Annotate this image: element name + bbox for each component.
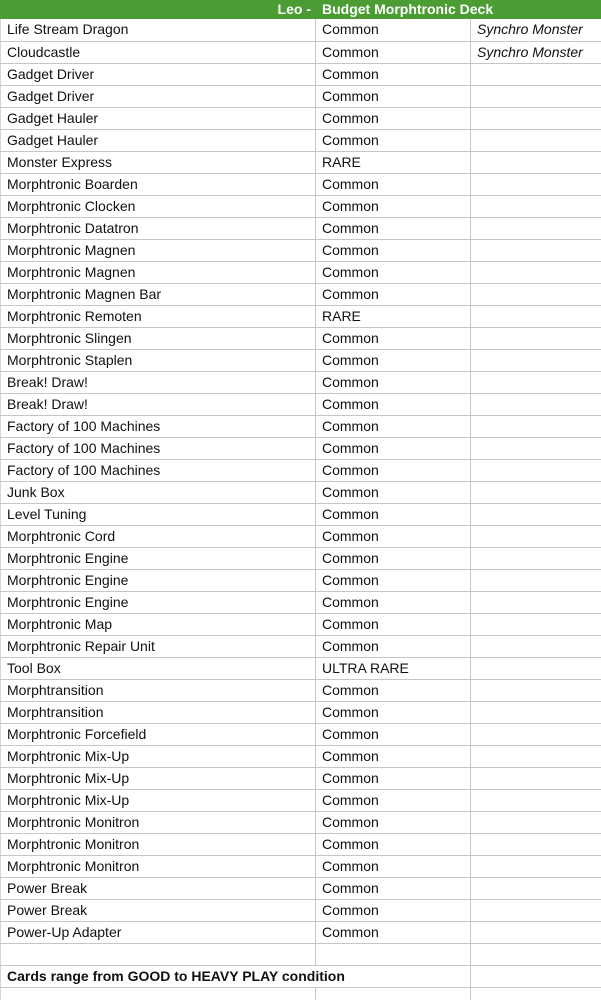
- note-cell[interactable]: [471, 877, 601, 899]
- table-row: [1, 481, 601, 503]
- card-name-cell[interactable]: Morphtransition: [1, 701, 316, 723]
- card-name-cell[interactable]: Gadget Driver: [1, 63, 316, 85]
- card-name-cell[interactable]: Morphtronic Boarden: [1, 173, 316, 195]
- note-cell[interactable]: [471, 701, 601, 723]
- rarity-cell[interactable]: Common: [316, 723, 471, 745]
- table-row: [1, 283, 601, 305]
- note-cell[interactable]: [471, 129, 601, 151]
- card-name-cell[interactable]: Morphtronic Monitron: [1, 833, 316, 855]
- rarity-cell[interactable]: Common: [316, 855, 471, 877]
- table-row: [1, 217, 601, 239]
- rarity-cell[interactable]: [316, 987, 471, 1000]
- deck-title-label: Budget Morphtronic Deck: [322, 1, 494, 17]
- card-name-cell[interactable]: Morphtronic Mix-Up: [1, 767, 316, 789]
- card-name-cell[interactable]: Morphtronic Map: [1, 613, 316, 635]
- note-cell[interactable]: [471, 547, 601, 569]
- rarity-cell[interactable]: Common: [316, 613, 471, 635]
- table-row: [1, 569, 601, 591]
- rarity-cell[interactable]: Common: [316, 173, 471, 195]
- card-name-cell[interactable]: Morphtronic Magnen: [1, 261, 316, 283]
- card-table-body: [1, 19, 601, 1000]
- card-list-table: [0, 19, 601, 1000]
- rarity-cell[interactable]: Common: [316, 261, 471, 283]
- note-cell[interactable]: [471, 657, 601, 679]
- table-row: [1, 239, 601, 261]
- card-name-cell[interactable]: Morphtronic Engine: [1, 547, 316, 569]
- note-cell[interactable]: [471, 415, 601, 437]
- card-name-cell[interactable]: Factory of 100 Machines: [1, 459, 316, 481]
- note-cell[interactable]: [471, 591, 601, 613]
- table-row: [1, 173, 601, 195]
- rarity-cell[interactable]: Common: [316, 459, 471, 481]
- rarity-cell[interactable]: Common: [316, 877, 471, 899]
- rarity-cell[interactable]: Common: [316, 41, 471, 63]
- card-name-cell[interactable]: Break! Draw!: [1, 371, 316, 393]
- table-row: [1, 393, 601, 415]
- note-cell[interactable]: [471, 987, 601, 1000]
- note-cell[interactable]: [471, 283, 601, 305]
- note-cell[interactable]: [471, 459, 601, 481]
- note-cell[interactable]: [471, 613, 601, 635]
- card-name-cell[interactable]: Gadget Hauler: [1, 107, 316, 129]
- table-row: [1, 129, 601, 151]
- card-name-cell[interactable]: Break! Draw!: [1, 393, 316, 415]
- rarity-cell[interactable]: Common: [316, 283, 471, 305]
- card-name-cell[interactable]: Monster Express: [1, 151, 316, 173]
- table-row: [1, 305, 601, 327]
- card-name-cell[interactable]: Morphtronic Remoten: [1, 305, 316, 327]
- table-row: [1, 85, 601, 107]
- table-row: [1, 41, 601, 63]
- note-cell[interactable]: [471, 349, 601, 371]
- card-name-cell[interactable]: Morphtronic Cord: [1, 525, 316, 547]
- note-cell[interactable]: [471, 107, 601, 129]
- rarity-cell[interactable]: [316, 943, 471, 965]
- note-cell[interactable]: [471, 151, 601, 173]
- note-cell[interactable]: [471, 525, 601, 547]
- card-name-cell[interactable]: Power Break: [1, 877, 316, 899]
- note-cell[interactable]: [471, 371, 601, 393]
- card-name-cell[interactable]: Morphtronic Repair Unit: [1, 635, 316, 657]
- rarity-cell[interactable]: Common: [316, 327, 471, 349]
- table-row: [1, 635, 601, 657]
- note-cell[interactable]: [471, 261, 601, 283]
- note-cell[interactable]: [471, 789, 601, 811]
- note-cell[interactable]: [471, 63, 601, 85]
- rarity-cell[interactable]: Common: [316, 745, 471, 767]
- table-row: [1, 525, 601, 547]
- table-row: [1, 195, 601, 217]
- note-cell[interactable]: [471, 767, 601, 789]
- rarity-cell[interactable]: Common: [316, 239, 471, 261]
- note-cell[interactable]: [471, 965, 601, 987]
- rarity-cell[interactable]: Common: [316, 635, 471, 657]
- rarity-cell[interactable]: Common: [316, 921, 471, 943]
- card-name-cell[interactable]: Cloudcastle: [1, 41, 316, 63]
- rarity-cell[interactable]: Common: [316, 899, 471, 921]
- table-row: [1, 261, 601, 283]
- card-name-cell[interactable]: Morphtronic Slingen: [1, 327, 316, 349]
- table-row: [1, 107, 601, 129]
- card-name-cell[interactable]: Factory of 100 Machines: [1, 437, 316, 459]
- rarity-cell[interactable]: Common: [316, 349, 471, 371]
- note-cell[interactable]: [471, 173, 601, 195]
- note-cell[interactable]: Synchro Monster: [471, 41, 601, 63]
- table-row: [1, 437, 601, 459]
- card-name-cell[interactable]: Morphtronic Mix-Up: [1, 745, 316, 767]
- card-name-cell[interactable]: Morphtronic Clocken: [1, 195, 316, 217]
- rarity-cell[interactable]: Common: [316, 63, 471, 85]
- note-cell[interactable]: [471, 327, 601, 349]
- table-row: [1, 679, 601, 701]
- table-row: [1, 327, 601, 349]
- rarity-cell[interactable]: Common: [316, 19, 471, 41]
- card-name-cell[interactable]: Factory of 100 Machines: [1, 415, 316, 437]
- rarity-cell[interactable]: Common: [316, 371, 471, 393]
- table-row: [1, 547, 601, 569]
- table-row: [1, 349, 601, 371]
- note-cell[interactable]: [471, 679, 601, 701]
- rarity-cell[interactable]: Common: [316, 415, 471, 437]
- table-row: [1, 613, 601, 635]
- card-name-cell[interactable]: Morphtronic Mix-Up: [1, 789, 316, 811]
- rarity-cell[interactable]: RARE: [316, 151, 471, 173]
- table-row: [1, 877, 601, 899]
- rarity-cell[interactable]: Common: [316, 217, 471, 239]
- note-cell[interactable]: [471, 569, 601, 591]
- card-name-cell[interactable]: Morphtronic Magnen Bar: [1, 283, 316, 305]
- rarity-cell[interactable]: Common: [316, 481, 471, 503]
- table-row: [1, 899, 601, 921]
- rarity-cell[interactable]: Common: [316, 767, 471, 789]
- rarity-cell[interactable]: Common: [316, 591, 471, 613]
- card-name-cell[interactable]: Gadget Driver: [1, 85, 316, 107]
- rarity-cell[interactable]: Common: [316, 195, 471, 217]
- table-row: [1, 591, 601, 613]
- rarity-cell[interactable]: Common: [316, 437, 471, 459]
- note-cell[interactable]: [471, 437, 601, 459]
- rarity-cell[interactable]: Common: [316, 129, 471, 151]
- note-cell[interactable]: [471, 393, 601, 415]
- table-row: [1, 789, 601, 811]
- table-row: [1, 965, 601, 987]
- rarity-cell[interactable]: Common: [316, 569, 471, 591]
- table-row: [1, 63, 601, 85]
- rarity-cell[interactable]: ULTRA RARE: [316, 657, 471, 679]
- note-cell[interactable]: [471, 217, 601, 239]
- card-name-cell[interactable]: Morphtronic Forcefield: [1, 723, 316, 745]
- card-name-cell[interactable]: Morphtronic Datatron: [1, 217, 316, 239]
- card-name-cell[interactable]: Morphtronic Monitron: [1, 855, 316, 877]
- note-cell[interactable]: [471, 481, 601, 503]
- rarity-cell[interactable]: Common: [316, 525, 471, 547]
- table-row: [1, 701, 601, 723]
- table-row: [1, 943, 601, 965]
- deck-owner-label: Leo -: [277, 1, 311, 17]
- rarity-cell[interactable]: Common: [316, 679, 471, 701]
- table-row: [1, 987, 601, 1000]
- deck-title-header-cell[interactable]: [0, 0, 601, 19]
- card-name-cell[interactable]: Morphtronic Magnen: [1, 239, 316, 261]
- card-name-cell[interactable]: Gadget Hauler: [1, 129, 316, 151]
- note-cell[interactable]: [471, 195, 601, 217]
- table-row: [1, 657, 601, 679]
- rarity-cell[interactable]: Common: [316, 547, 471, 569]
- table-row: [1, 459, 601, 481]
- rarity-cell[interactable]: Common: [316, 811, 471, 833]
- note-cell[interactable]: [471, 745, 601, 767]
- table-row: [1, 767, 601, 789]
- card-name-cell[interactable]: Morphtronic Monitron: [1, 811, 316, 833]
- rarity-cell[interactable]: Common: [316, 789, 471, 811]
- card-name-cell[interactable]: Morphtransition: [1, 679, 316, 701]
- note-cell[interactable]: [471, 635, 601, 657]
- card-name-cell[interactable]: Junk Box: [1, 481, 316, 503]
- note-cell[interactable]: [471, 305, 601, 327]
- note-cell[interactable]: [471, 855, 601, 877]
- note-cell[interactable]: [471, 811, 601, 833]
- rarity-cell[interactable]: Common: [316, 85, 471, 107]
- rarity-cell[interactable]: Common: [316, 107, 471, 129]
- card-name-cell[interactable]: Tool Box: [1, 657, 316, 679]
- card-name-cell[interactable]: Power Break: [1, 899, 316, 921]
- rarity-cell[interactable]: Common: [316, 503, 471, 525]
- card-name-cell[interactable]: Morphtronic Engine: [1, 591, 316, 613]
- card-name-cell[interactable]: [1, 987, 316, 1000]
- card-name-cell[interactable]: Power-Up Adapter: [1, 921, 316, 943]
- table-row: [1, 151, 601, 173]
- card-name-cell[interactable]: Morphtronic Staplen: [1, 349, 316, 371]
- card-name-cell[interactable]: Level Tuning: [1, 503, 316, 525]
- rarity-cell[interactable]: RARE: [316, 305, 471, 327]
- note-cell[interactable]: [471, 943, 601, 965]
- table-row: [1, 855, 601, 877]
- note-cell[interactable]: [471, 723, 601, 745]
- note-cell[interactable]: [471, 921, 601, 943]
- table-row: [1, 921, 601, 943]
- note-cell[interactable]: [471, 239, 601, 261]
- note-cell[interactable]: [471, 833, 601, 855]
- table-row: [1, 745, 601, 767]
- table-row: [1, 833, 601, 855]
- table-row: [1, 19, 601, 41]
- card-name-cell[interactable]: [1, 943, 316, 965]
- note-cell[interactable]: [471, 899, 601, 921]
- rarity-cell[interactable]: Common: [316, 833, 471, 855]
- rarity-cell[interactable]: Common: [316, 701, 471, 723]
- note-cell[interactable]: [471, 85, 601, 107]
- table-row: [1, 723, 601, 745]
- card-name-cell[interactable]: Cards range from GOOD to HEAVY PLAY condition: [1, 965, 471, 987]
- note-cell[interactable]: Synchro Monster: [471, 19, 601, 41]
- table-row: [1, 371, 601, 393]
- card-name-cell[interactable]: Morphtronic Engine: [1, 569, 316, 591]
- table-row: [1, 415, 601, 437]
- table-row: [1, 811, 601, 833]
- note-cell[interactable]: [471, 503, 601, 525]
- card-name-cell[interactable]: Life Stream Dragon: [1, 19, 316, 41]
- table-row: [1, 503, 601, 525]
- rarity-cell[interactable]: Common: [316, 393, 471, 415]
